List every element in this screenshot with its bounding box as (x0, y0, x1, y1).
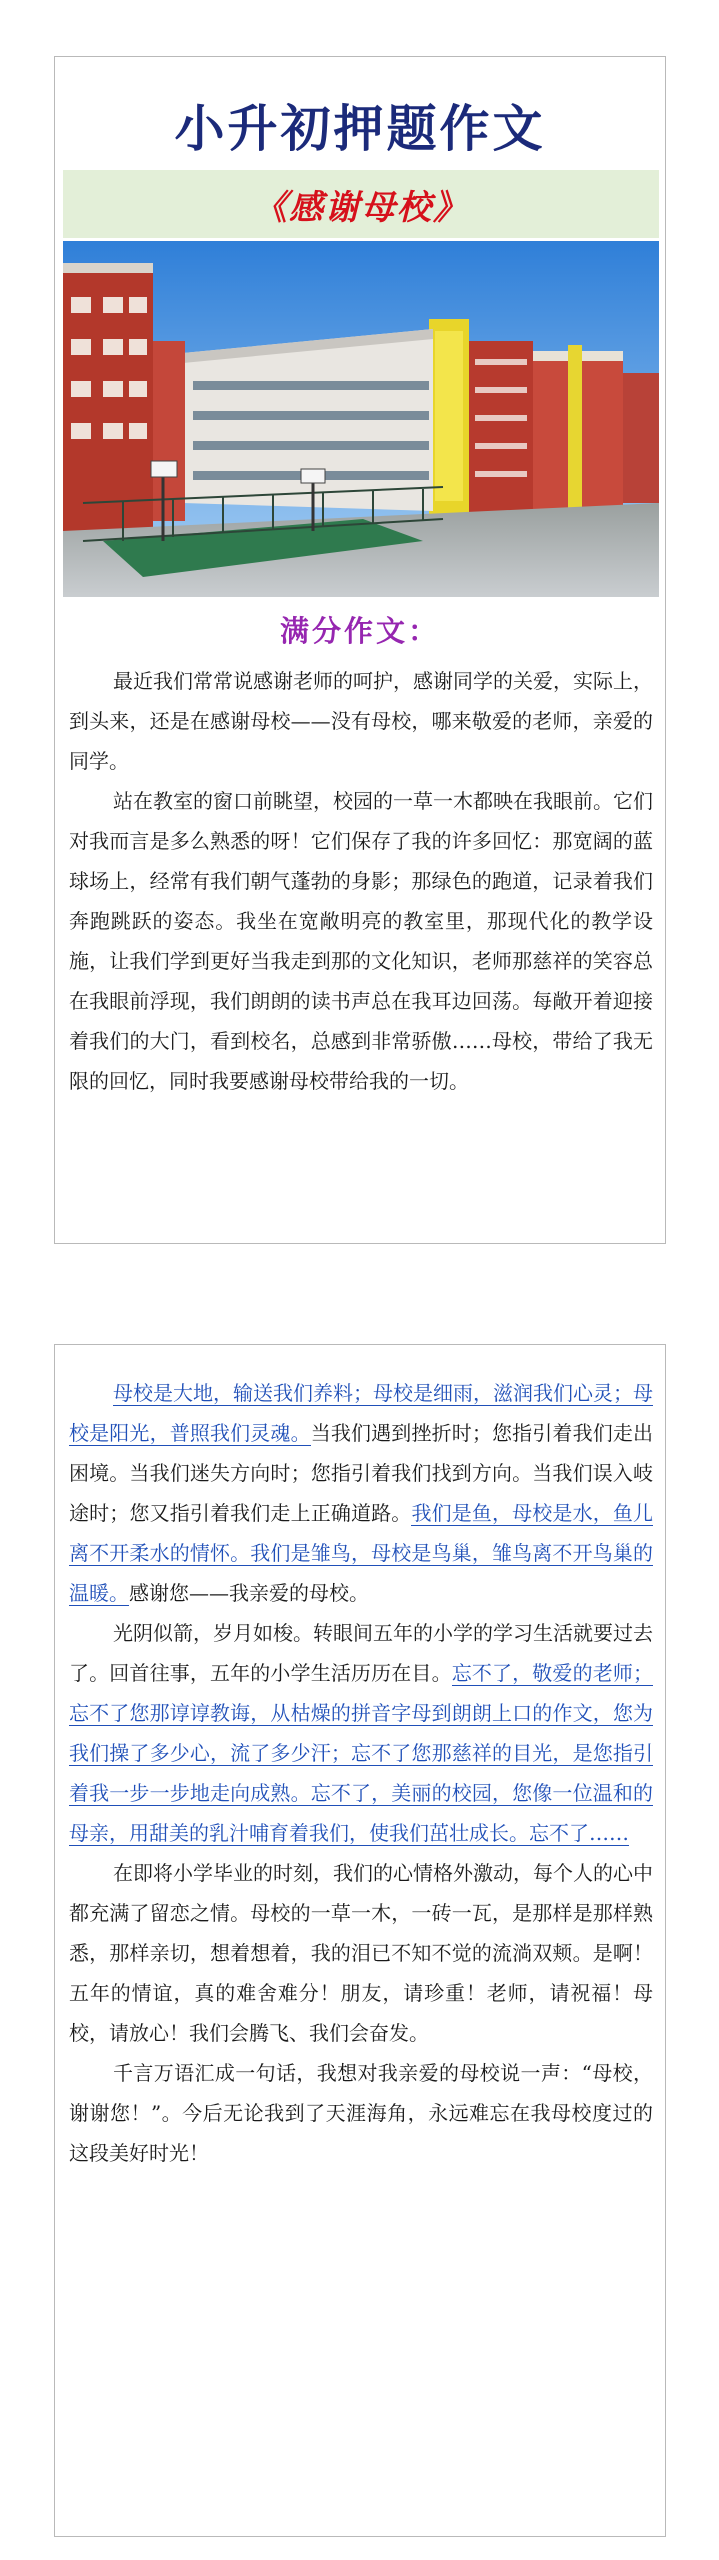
essay-body (69, 1373, 653, 2173)
paragraph: 站在教室的窗口前眺望，校园的一草一木都映在我眼前。它们对我而言是多么熟悉的呀！它们保存了我的许多回忆：那宽阔的蓝球场上，经常有我们朝气蓬勃的身影；那绿色的跑道，记录着我们奔跑跳跃的姿态。我坐在宽敞明亮的教室里，那现代化的教学设施，让我们学到更好当我走到那的文化知识，老师那慈祥的笑容总在我眼前浮现，我们朗朗的读书声总在我耳边回荡。每敞开着迎接着我们的大门，看到校名，总感到非常骄傲……母校，带给了我无限的回忆，同时我要感谢母校带给我的一切。 (69, 789, 653, 1093)
subtitle-band (63, 170, 659, 238)
paragraph: 最近我们常常说感谢老师的呵护，感谢同学的关爱，实际上，到头来，还是在感谢母校——没有母校，哪来敬爱的老师，亲爱的同学。 (69, 669, 653, 773)
paragraph (69, 1373, 653, 1613)
essay-subtitle: 《感谢母校》 (253, 187, 469, 228)
essay-intro (69, 661, 653, 1101)
essay-card-bottom (54, 1344, 666, 2537)
section-label: 满分作文： (279, 614, 440, 648)
page-title: 小升初押题作文 (174, 100, 546, 158)
highlighted-text: 我们是鱼，母校是水，鱼儿离不开柔水的情怀。我们是雏鸟，母校是鸟巢，雏鸟离不开鸟巢的温暖。 (69, 1501, 654, 1605)
highlighted-text: 忘不了，敬爱的老师；忘不了您那谆谆教诲，从枯燥的拼音字母到朗朗上口的作文，您为我们操了多少心，流了多少汗；忘不了您那慈祥的目光，是您指引着我一步一步地走向成熟。忘不了，美丽的校园，您像一位温和的母亲，用甜美的乳汁哺育着我们，使我们茁壮成长。忘不了…… (69, 1661, 654, 1845)
paragraph: 千言万语汇成一句话，我想对我亲爱的母校说一声：“母校，谢谢您！”。今后无论我到了天涯海角，永远难忘在我母校度过的这段美好时光！ (69, 2061, 653, 2165)
plain-text: 当我们遇到挫折时；您指引着我们走出困境。当我们迷失方向时；您指引着我们找到方向。当我们误入岐途时；您又指引着我们走上正确道路。 (69, 1421, 654, 1525)
paragraph: 在即将小学毕业的时刻，我们的心情格外激动，每个人的心中都充满了留恋之情。母校的一草一木，一砖一瓦，是那样是那样熟悉，那样亲切，想着想着，我的泪已不知不觉的流淌双颊。是啊！五年的情谊，真的难舍难分！朋友，请珍重！老师，请祝福！母校，请放心！我们会腾飞、我们会奋发。 (69, 1861, 653, 2045)
paragraph (69, 1613, 653, 1853)
plain-text: 感谢您——我亲爱的母校。 (129, 1581, 369, 1605)
essay-card-top (54, 56, 666, 1244)
school-building-photo (63, 241, 659, 597)
plain-text: 光阴似箭，岁月如梭。转眼间五年的小学的学习生活就要过去了。回首往事，五年的小学生活历历在目。 (69, 1621, 653, 1685)
highlighted-text: 母校是大地，输送我们养料；母校是细雨，滋润我们心灵；母校是阳光，普照我们灵魂。 (69, 1381, 653, 1445)
